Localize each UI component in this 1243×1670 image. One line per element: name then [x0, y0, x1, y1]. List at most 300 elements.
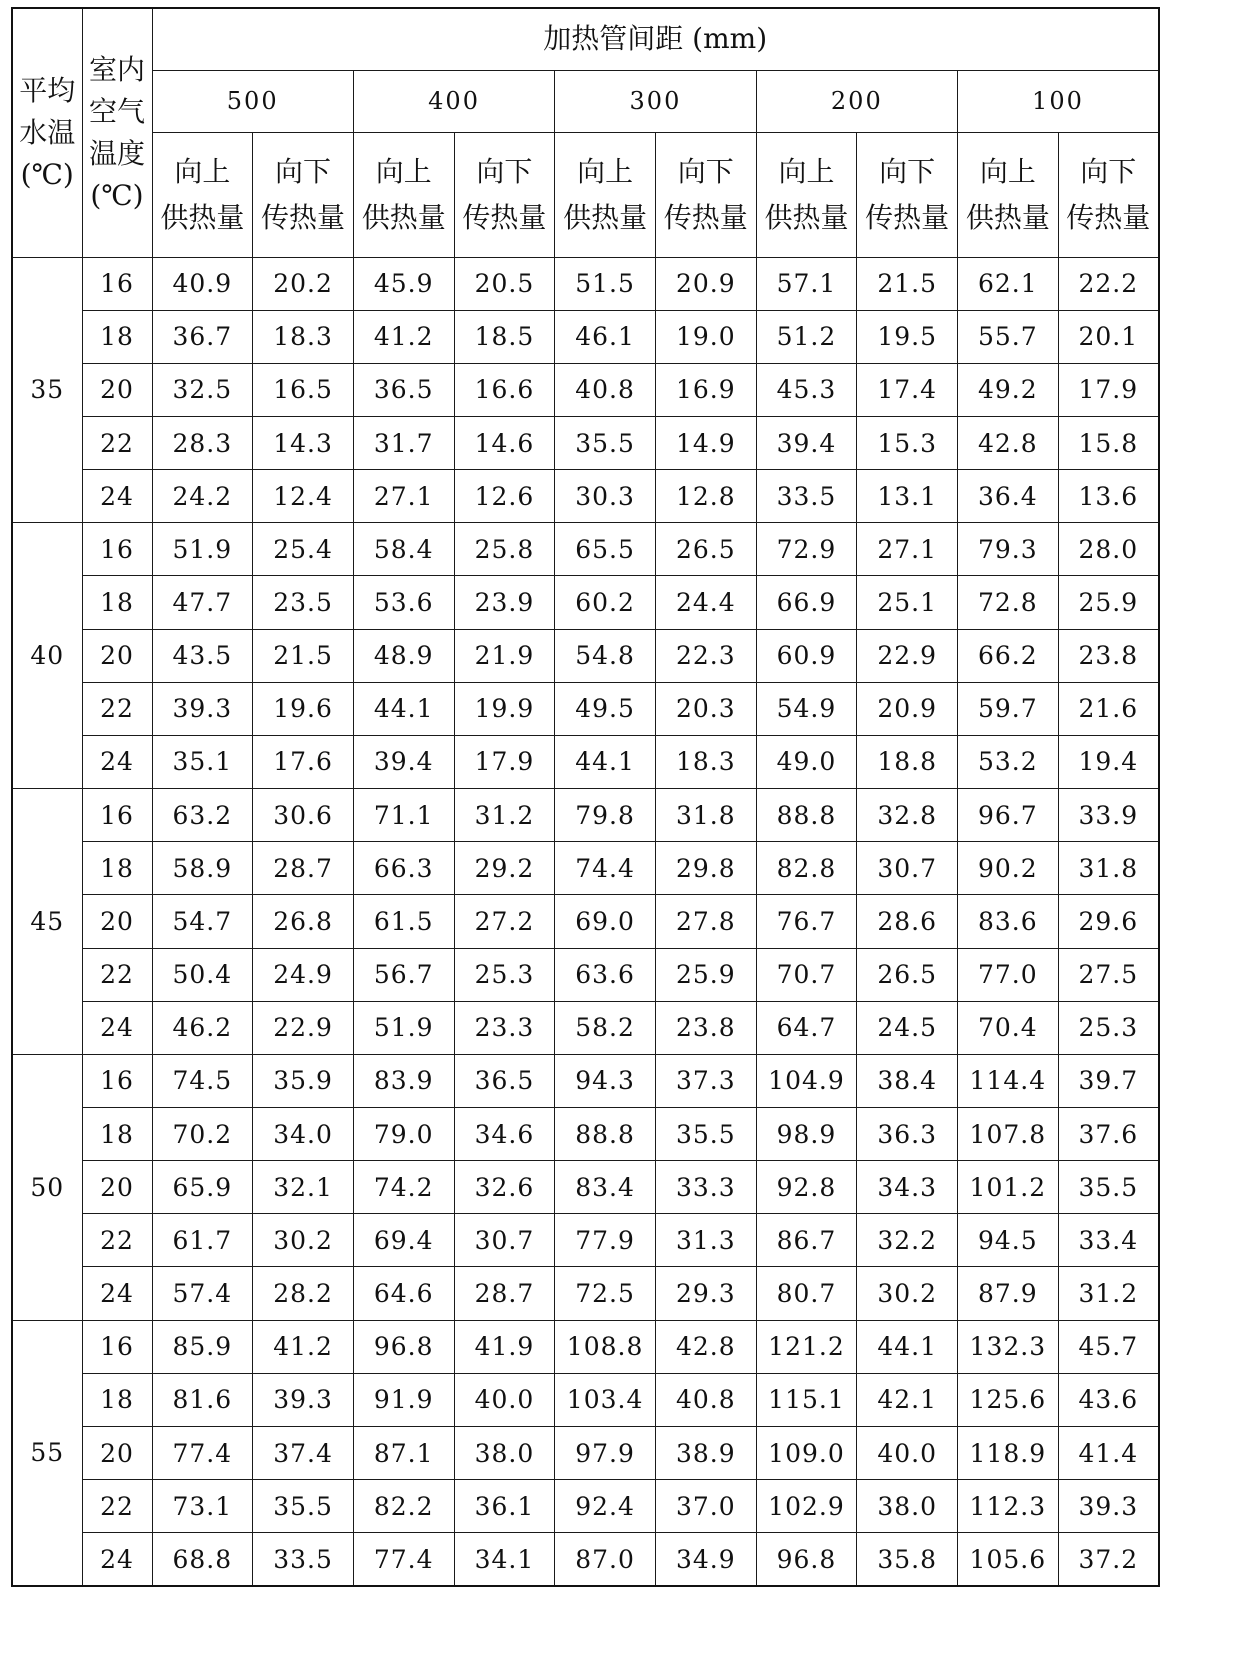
downward-heat-value: 37.2 [1058, 1533, 1159, 1586]
upward-heat-value: 61.5 [353, 895, 454, 948]
table-row [12, 895, 1159, 948]
upward-heat-value: 46.2 [152, 1001, 253, 1054]
upward-heat-value: 77.4 [353, 1533, 454, 1586]
downward-heat-value: 19.0 [655, 310, 756, 363]
table-row [12, 576, 1159, 629]
air-temp-cell: 22 [82, 416, 152, 469]
air-temp-cell: 24 [82, 1001, 152, 1054]
downward-heat-value: 30.7 [454, 1214, 555, 1267]
downward-heat-value: 27.2 [454, 895, 555, 948]
upward-heat-value: 27.1 [353, 470, 454, 523]
upward-heat-value: 39.3 [152, 682, 253, 735]
downward-heat-value: 21.5 [857, 257, 958, 310]
air-temp-cell: 20 [82, 629, 152, 682]
upward-heat-value: 63.6 [555, 948, 656, 1001]
air-temp-cell: 16 [82, 1054, 152, 1107]
downward-heat-header [857, 132, 958, 257]
downward-heat-value: 24.5 [857, 1001, 958, 1054]
table-row [12, 948, 1159, 1001]
air-temp-cell: 18 [82, 1373, 152, 1426]
downward-heat-value: 14.9 [655, 416, 756, 469]
downward-heat-value: 36.3 [857, 1108, 958, 1161]
upward-heat-value: 46.1 [555, 310, 656, 363]
table-row [12, 1533, 1159, 1586]
downward-heat-value: 13.1 [857, 470, 958, 523]
upward-heat-value: 64.6 [353, 1267, 454, 1320]
downward-heat-value: 37.3 [655, 1054, 756, 1107]
water-temp-cell: 50 [12, 1054, 82, 1320]
downward-heat-value: 34.9 [655, 1533, 756, 1586]
downward-heat-value: 17.4 [857, 363, 958, 416]
downward-heat-value: 23.3 [454, 1001, 555, 1054]
upward-heat-value: 33.5 [756, 470, 857, 523]
upward-heat-value: 88.8 [756, 789, 857, 842]
downward-heat-value: 28.0 [1058, 523, 1159, 576]
downward-heat-value: 23.8 [655, 1001, 756, 1054]
downward-heat-value: 30.6 [253, 789, 354, 842]
downward-heat-value: 19.4 [1058, 735, 1159, 788]
downward-heat-value: 15.3 [857, 416, 958, 469]
upward-heat-header-line: 向上 [979, 154, 1036, 188]
downward-heat-value: 31.3 [655, 1214, 756, 1267]
upward-heat-value: 58.2 [555, 1001, 656, 1054]
upward-heat-value: 82.2 [353, 1480, 454, 1533]
downward-heat-value: 29.8 [655, 842, 756, 895]
downward-heat-value: 15.8 [1058, 416, 1159, 469]
upward-heat-value: 58.4 [353, 523, 454, 576]
downward-heat-value: 38.9 [655, 1426, 756, 1479]
air-temp-cell: 16 [82, 257, 152, 310]
air-temp-cell: 16 [82, 523, 152, 576]
upward-heat-header [353, 132, 454, 257]
upward-heat-value: 83.9 [353, 1054, 454, 1107]
upward-heat-value: 60.9 [756, 629, 857, 682]
upward-heat-value: 51.2 [756, 310, 857, 363]
downward-heat-value: 37.0 [655, 1480, 756, 1533]
downward-heat-value: 39.3 [1058, 1480, 1159, 1533]
air-temp-cell: 24 [82, 1267, 152, 1320]
downward-heat-value: 35.8 [857, 1533, 958, 1586]
upward-heat-value: 115.1 [756, 1373, 857, 1426]
table-row [12, 523, 1159, 576]
header-row-1 [12, 8, 1159, 70]
upward-heat-value: 69.4 [353, 1214, 454, 1267]
downward-heat-value: 40.8 [655, 1373, 756, 1426]
downward-heat-value: 24.9 [253, 948, 354, 1001]
downward-heat-value: 26.5 [655, 523, 756, 576]
air-temp-cell: 20 [82, 1161, 152, 1214]
upward-heat-value: 77.9 [555, 1214, 656, 1267]
downward-heat-value: 36.5 [454, 1054, 555, 1107]
spacing-400: 400 [353, 70, 554, 132]
upward-heat-value: 76.7 [756, 895, 857, 948]
upward-heat-value: 36.5 [353, 363, 454, 416]
table-row [12, 682, 1159, 735]
upward-heat-value: 74.2 [353, 1161, 454, 1214]
downward-heat-value: 17.6 [253, 735, 354, 788]
upward-heat-value: 72.5 [555, 1267, 656, 1320]
downward-heat-value: 19.9 [454, 682, 555, 735]
upward-heat-value: 104.9 [756, 1054, 857, 1107]
downward-heat-value: 14.3 [253, 416, 354, 469]
downward-heat-value: 34.6 [454, 1108, 555, 1161]
downward-heat-value: 40.0 [857, 1426, 958, 1479]
table-row [12, 416, 1159, 469]
upward-heat-value: 39.4 [353, 735, 454, 788]
upward-heat-value: 105.6 [958, 1533, 1059, 1586]
indoor-air-temp-line: (℃) [90, 178, 144, 212]
downward-heat-value: 42.8 [655, 1320, 756, 1373]
upward-heat-value: 57.4 [152, 1267, 253, 1320]
upward-heat-value: 96.7 [958, 789, 1059, 842]
downward-heat-value: 31.8 [1058, 842, 1159, 895]
upward-heat-header [152, 132, 253, 257]
upward-heat-value: 132.3 [958, 1320, 1059, 1373]
downward-heat-value: 26.8 [253, 895, 354, 948]
downward-heat-value: 37.6 [1058, 1108, 1159, 1161]
upward-heat-value: 94.3 [555, 1054, 656, 1107]
downward-heat-value: 18.5 [454, 310, 555, 363]
downward-heat-header-line: 传热量 [865, 200, 950, 234]
downward-heat-value: 13.6 [1058, 470, 1159, 523]
upward-heat-value: 40.8 [555, 363, 656, 416]
spacing-500: 500 [152, 70, 353, 132]
downward-heat-value: 22.9 [253, 1001, 354, 1054]
upward-heat-value: 83.6 [958, 895, 1059, 948]
downward-heat-value: 38.4 [857, 1054, 958, 1107]
table-row [12, 310, 1159, 363]
downward-heat-header-line: 向下 [1080, 154, 1137, 188]
downward-heat-value: 31.2 [454, 789, 555, 842]
header-row-spacings [12, 70, 1159, 132]
upward-heat-value: 66.3 [353, 842, 454, 895]
table-row [12, 1267, 1159, 1320]
upward-heat-value: 40.9 [152, 257, 253, 310]
downward-heat-value: 25.3 [454, 948, 555, 1001]
downward-heat-value: 29.3 [655, 1267, 756, 1320]
upward-heat-header-line: 供热量 [563, 200, 648, 234]
downward-heat-value: 30.2 [253, 1214, 354, 1267]
upward-heat-value: 96.8 [756, 1533, 857, 1586]
upward-heat-value: 82.8 [756, 842, 857, 895]
upward-heat-value: 63.2 [152, 789, 253, 842]
downward-heat-value: 34.3 [857, 1161, 958, 1214]
downward-heat-value: 16.9 [655, 363, 756, 416]
upward-heat-value: 31.7 [353, 416, 454, 469]
downward-heat-value: 24.4 [655, 576, 756, 629]
upward-heat-value: 51.9 [152, 523, 253, 576]
upward-heat-value: 97.9 [555, 1426, 656, 1479]
downward-heat-value: 32.1 [253, 1161, 354, 1214]
upward-heat-value: 65.9 [152, 1161, 253, 1214]
downward-heat-value: 17.9 [454, 735, 555, 788]
downward-heat-value: 28.6 [857, 895, 958, 948]
upward-heat-value: 77.0 [958, 948, 1059, 1001]
downward-heat-value: 38.0 [857, 1480, 958, 1533]
air-temp-cell: 18 [82, 576, 152, 629]
downward-heat-value: 30.2 [857, 1267, 958, 1320]
downward-heat-header-line: 向下 [677, 154, 734, 188]
downward-heat-value: 33.4 [1058, 1214, 1159, 1267]
upward-heat-value: 41.2 [353, 310, 454, 363]
upward-heat-header-line: 向上 [577, 154, 634, 188]
upward-heat-value: 81.6 [152, 1373, 253, 1426]
table-row [12, 1426, 1159, 1479]
upward-heat-value: 118.9 [958, 1426, 1059, 1479]
table-row [12, 1373, 1159, 1426]
air-temp-cell: 18 [82, 310, 152, 363]
upward-heat-value: 66.9 [756, 576, 857, 629]
spacing-300: 300 [555, 70, 756, 132]
upward-heat-value: 101.2 [958, 1161, 1059, 1214]
upward-heat-value: 94.5 [958, 1214, 1059, 1267]
downward-heat-value: 22.3 [655, 629, 756, 682]
upward-heat-value: 87.1 [353, 1426, 454, 1479]
downward-heat-value: 23.9 [454, 576, 555, 629]
upward-heat-value: 50.4 [152, 948, 253, 1001]
downward-heat-value: 32.2 [857, 1214, 958, 1267]
downward-heat-value: 20.3 [655, 682, 756, 735]
downward-heat-value: 20.5 [454, 257, 555, 310]
downward-heat-value: 33.3 [655, 1161, 756, 1214]
downward-heat-value: 35.5 [1058, 1161, 1159, 1214]
air-temp-cell: 16 [82, 1320, 152, 1373]
upward-heat-value: 44.1 [555, 735, 656, 788]
air-temp-cell: 22 [82, 1214, 152, 1267]
water-temp-cell: 40 [12, 523, 82, 789]
upward-heat-value: 79.3 [958, 523, 1059, 576]
air-temp-cell: 16 [82, 789, 152, 842]
upward-heat-value: 74.4 [555, 842, 656, 895]
upward-heat-header [958, 132, 1059, 257]
downward-heat-value: 35.5 [253, 1480, 354, 1533]
upward-heat-value: 85.9 [152, 1320, 253, 1373]
upward-heat-header [555, 132, 656, 257]
downward-heat-header-line: 传热量 [462, 200, 547, 234]
table-row [12, 1320, 1159, 1373]
downward-heat-header [454, 132, 555, 257]
downward-heat-value: 32.6 [454, 1161, 555, 1214]
indoor-air-temp-header [82, 8, 152, 257]
table-row [12, 470, 1159, 523]
air-temp-cell: 24 [82, 470, 152, 523]
downward-heat-value: 27.8 [655, 895, 756, 948]
upward-heat-value: 86.7 [756, 1214, 857, 1267]
upward-heat-value: 70.2 [152, 1108, 253, 1161]
indoor-air-temp-line: 温度 [88, 136, 145, 170]
air-temp-cell: 18 [82, 1108, 152, 1161]
downward-heat-value: 18.8 [857, 735, 958, 788]
downward-heat-value: 23.5 [253, 576, 354, 629]
downward-heat-header [655, 132, 756, 257]
downward-heat-value: 26.5 [857, 948, 958, 1001]
upward-heat-value: 125.6 [958, 1373, 1059, 1426]
upward-heat-value: 49.0 [756, 735, 857, 788]
downward-heat-value: 35.9 [253, 1054, 354, 1107]
upward-heat-value: 36.7 [152, 310, 253, 363]
downward-heat-header-line: 传热量 [261, 200, 346, 234]
upward-heat-value: 87.0 [555, 1533, 656, 1586]
air-temp-cell: 20 [82, 363, 152, 416]
upward-heat-value: 96.8 [353, 1320, 454, 1373]
upward-heat-value: 114.4 [958, 1054, 1059, 1107]
downward-heat-header-line: 传热量 [663, 200, 748, 234]
downward-heat-value: 38.0 [454, 1426, 555, 1479]
downward-heat-value: 36.1 [454, 1480, 555, 1533]
downward-heat-header [253, 132, 354, 257]
upward-heat-header-line: 供热量 [160, 200, 245, 234]
downward-heat-value: 41.2 [253, 1320, 354, 1373]
downward-heat-value: 41.4 [1058, 1426, 1159, 1479]
upward-heat-value: 58.9 [152, 842, 253, 895]
downward-heat-value: 16.6 [454, 363, 555, 416]
air-temp-cell: 20 [82, 1426, 152, 1479]
table-body [12, 257, 1159, 1586]
upward-heat-value: 79.0 [353, 1108, 454, 1161]
upward-heat-value: 43.5 [152, 629, 253, 682]
downward-heat-value: 28.2 [253, 1267, 354, 1320]
downward-heat-value: 33.9 [1058, 789, 1159, 842]
downward-heat-value: 19.6 [253, 682, 354, 735]
air-temp-cell: 24 [82, 1533, 152, 1586]
downward-heat-value: 35.5 [655, 1108, 756, 1161]
upward-heat-value: 87.9 [958, 1267, 1059, 1320]
water-temp-cell: 45 [12, 789, 82, 1055]
upward-heat-header-line: 向上 [174, 154, 231, 188]
table-row [12, 363, 1159, 416]
table-row [12, 257, 1159, 310]
downward-heat-value: 27.1 [857, 523, 958, 576]
downward-heat-header-line: 向下 [879, 154, 936, 188]
header-row-directions [12, 132, 1159, 257]
upward-heat-value: 73.1 [152, 1480, 253, 1533]
downward-heat-value: 21.9 [454, 629, 555, 682]
downward-heat-value: 17.9 [1058, 363, 1159, 416]
table-row [12, 842, 1159, 895]
upward-heat-value: 107.8 [958, 1108, 1059, 1161]
upward-heat-value: 112.3 [958, 1480, 1059, 1533]
upward-heat-header [756, 132, 857, 257]
upward-heat-value: 53.2 [958, 735, 1059, 788]
downward-heat-value: 21.5 [253, 629, 354, 682]
downward-heat-value: 12.6 [454, 470, 555, 523]
downward-heat-value: 18.3 [655, 735, 756, 788]
downward-heat-value: 37.4 [253, 1426, 354, 1479]
downward-heat-value: 12.8 [655, 470, 756, 523]
downward-heat-value: 25.8 [454, 523, 555, 576]
upward-heat-value: 55.7 [958, 310, 1059, 363]
air-temp-cell: 20 [82, 895, 152, 948]
heat-output-table [11, 7, 1160, 1587]
downward-heat-value: 28.7 [253, 842, 354, 895]
upward-heat-value: 32.5 [152, 363, 253, 416]
downward-heat-value: 25.3 [1058, 1001, 1159, 1054]
downward-heat-value: 42.1 [857, 1373, 958, 1426]
spacing-200: 200 [756, 70, 957, 132]
upward-heat-value: 71.1 [353, 789, 454, 842]
upward-heat-value: 54.7 [152, 895, 253, 948]
table-row [12, 1214, 1159, 1267]
downward-heat-header-line: 向下 [476, 154, 533, 188]
downward-heat-value: 29.2 [454, 842, 555, 895]
avg-water-temp-line: (℃) [20, 157, 74, 191]
downward-heat-value: 20.9 [857, 682, 958, 735]
indoor-air-temp-line: 室内 [88, 52, 145, 86]
avg-water-temp-header [12, 8, 82, 257]
upward-heat-value: 92.4 [555, 1480, 656, 1533]
upward-heat-value: 59.7 [958, 682, 1059, 735]
table-header [12, 8, 1159, 257]
upward-heat-value: 66.2 [958, 629, 1059, 682]
upward-heat-value: 49.5 [555, 682, 656, 735]
downward-heat-value: 25.9 [1058, 576, 1159, 629]
air-temp-cell: 22 [82, 948, 152, 1001]
upward-heat-value: 68.8 [152, 1533, 253, 1586]
indoor-air-temp-line: 空气 [88, 94, 145, 128]
upward-heat-header-line: 供热量 [965, 200, 1050, 234]
upward-heat-value: 72.9 [756, 523, 857, 576]
upward-heat-value: 35.5 [555, 416, 656, 469]
upward-heat-value: 24.2 [152, 470, 253, 523]
upward-heat-value: 65.5 [555, 523, 656, 576]
spacing-100: 100 [958, 70, 1159, 132]
table-row [12, 1108, 1159, 1161]
downward-heat-value: 34.1 [454, 1533, 555, 1586]
upward-heat-value: 57.1 [756, 257, 857, 310]
downward-heat-value: 28.7 [454, 1267, 555, 1320]
upward-heat-value: 121.2 [756, 1320, 857, 1373]
downward-heat-value: 16.5 [253, 363, 354, 416]
upward-heat-value: 49.2 [958, 363, 1059, 416]
upward-heat-value: 56.7 [353, 948, 454, 1001]
table-row [12, 1161, 1159, 1214]
upward-heat-value: 80.7 [756, 1267, 857, 1320]
downward-heat-value: 31.8 [655, 789, 756, 842]
upward-heat-header-line: 供热量 [764, 200, 849, 234]
upward-heat-value: 109.0 [756, 1426, 857, 1479]
avg-water-temp-line: 平均 [19, 73, 76, 107]
upward-heat-value: 69.0 [555, 895, 656, 948]
downward-heat-value: 44.1 [857, 1320, 958, 1373]
upward-heat-value: 60.2 [555, 576, 656, 629]
downward-heat-value: 45.7 [1058, 1320, 1159, 1373]
upward-heat-value: 48.9 [353, 629, 454, 682]
upward-heat-value: 53.6 [353, 576, 454, 629]
downward-heat-value: 29.6 [1058, 895, 1159, 948]
air-temp-cell: 18 [82, 842, 152, 895]
downward-heat-value: 12.4 [253, 470, 354, 523]
table-row [12, 735, 1159, 788]
downward-heat-header-line: 传热量 [1066, 200, 1151, 234]
upward-heat-value: 36.4 [958, 470, 1059, 523]
upward-heat-value: 102.9 [756, 1480, 857, 1533]
table-row [12, 1001, 1159, 1054]
upward-heat-value: 108.8 [555, 1320, 656, 1373]
upward-heat-value: 83.4 [555, 1161, 656, 1214]
air-temp-cell: 24 [82, 735, 152, 788]
upward-heat-value: 62.1 [958, 257, 1059, 310]
downward-heat-value: 31.2 [1058, 1267, 1159, 1320]
upward-heat-value: 79.8 [555, 789, 656, 842]
upward-heat-value: 70.4 [958, 1001, 1059, 1054]
upward-heat-value: 74.5 [152, 1054, 253, 1107]
downward-heat-value: 39.3 [253, 1373, 354, 1426]
upward-heat-value: 88.8 [555, 1108, 656, 1161]
avg-water-temp-line: 水温 [19, 115, 76, 149]
downward-heat-value: 21.6 [1058, 682, 1159, 735]
table-row [12, 1480, 1159, 1533]
water-temp-cell: 55 [12, 1320, 82, 1586]
